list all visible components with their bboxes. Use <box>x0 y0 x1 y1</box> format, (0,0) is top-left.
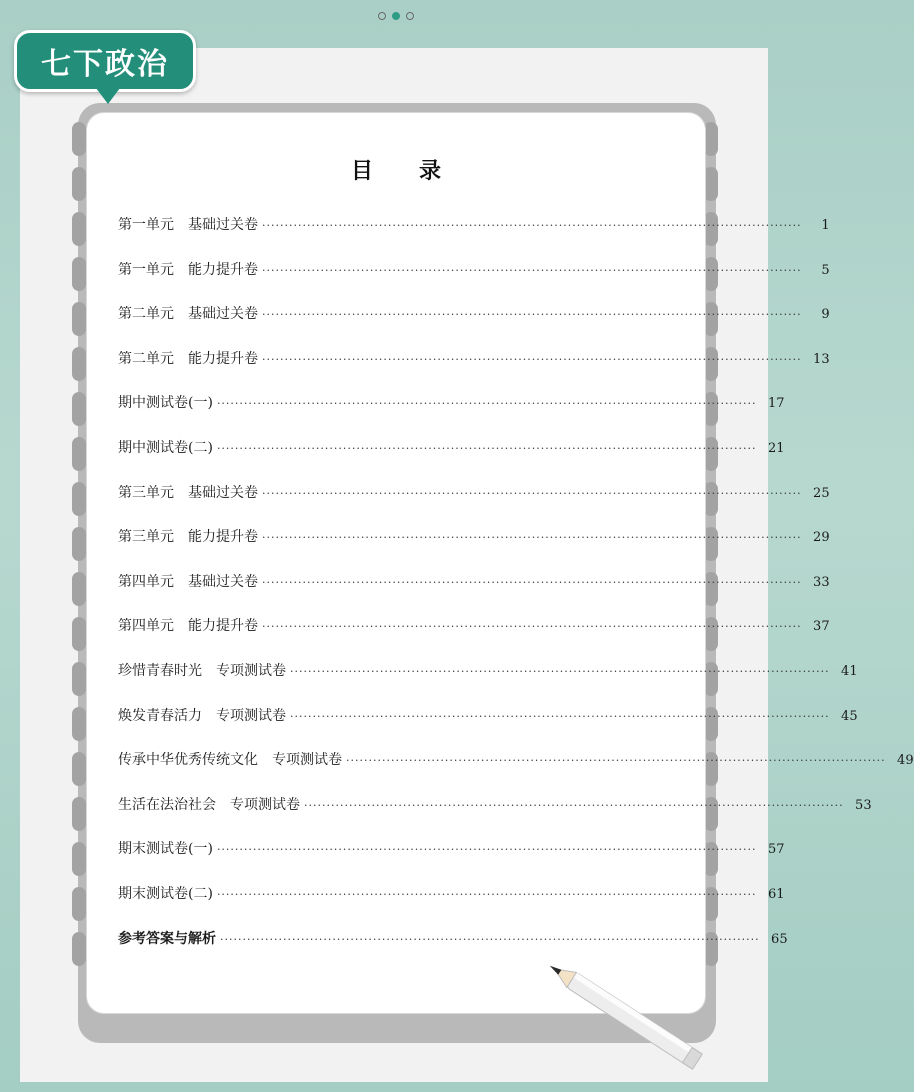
toc-leader-dots: ························································································································ <box>216 887 757 901</box>
binder-ring <box>72 707 86 741</box>
carousel-dot-1[interactable] <box>378 12 386 20</box>
toc-leader-dots: ························································································································ <box>304 798 844 812</box>
toc-entry[interactable] <box>118 526 830 571</box>
toc-entry-label: 期末测试卷(二) <box>118 885 213 902</box>
subject-tag: 七下政治 <box>14 30 196 92</box>
toc-entry[interactable] <box>118 392 785 437</box>
toc-entry-label: 期中测试卷(一) <box>118 395 213 412</box>
toc-entry[interactable] <box>118 303 830 348</box>
toc-leader-dots: ························································································································ <box>216 843 757 857</box>
toc-leader-dots: ························································································································ <box>262 531 802 545</box>
toc-entry-page: 53 <box>855 797 872 813</box>
toc-leader-dots: ························································································································ <box>262 620 802 634</box>
carousel-dot-3[interactable] <box>406 12 414 20</box>
binder-ring <box>72 527 86 561</box>
toc-entry-page: 37 <box>813 619 830 635</box>
toc-leader-dots: ························································································································ <box>262 486 802 500</box>
toc-entry-label: 第四单元 能力提升卷 <box>118 618 258 635</box>
toc-entry[interactable] <box>118 437 785 482</box>
binder-ring <box>72 482 86 516</box>
toc-entry-page: 5 <box>821 262 830 278</box>
toc-entry-page: 65 <box>771 931 788 947</box>
toc-entry-page: 45 <box>841 708 858 724</box>
toc-entry[interactable] <box>118 705 858 750</box>
binder-ring <box>72 437 86 471</box>
toc-entry-label: 第一单元 基础过关卷 <box>118 217 258 233</box>
binder-ring <box>72 932 86 966</box>
toc-leader-dots: ························································································································ <box>290 664 830 678</box>
binder-ring <box>72 797 86 831</box>
toc-entry[interactable] <box>118 348 830 393</box>
binder-ring <box>72 212 86 246</box>
carousel-dot-2-active[interactable] <box>392 12 400 20</box>
binder-ring <box>704 167 718 201</box>
toc-entry-label: 第二单元 能力提升卷 <box>118 350 258 367</box>
toc-entry-page: 61 <box>767 886 785 902</box>
toc-entry[interactable] <box>118 883 785 928</box>
toc-entry[interactable] <box>118 794 872 839</box>
toc-entry-label: 传承中华优秀传统文化 专项测试卷 <box>118 752 342 769</box>
binder-ring <box>704 122 718 156</box>
pencil-icon <box>530 962 720 1072</box>
binder-ring <box>72 122 86 156</box>
toc-entry-page: 25 <box>813 485 830 501</box>
toc-leader-dots: ························································································································ <box>216 441 757 455</box>
toc-entry[interactable] <box>118 571 830 616</box>
toc-entry[interactable] <box>118 838 785 883</box>
toc-leader-dots: ························································································································ <box>290 709 830 723</box>
toc-entry-page: 41 <box>841 663 858 679</box>
toc-leader-dots: ························································································································ <box>262 308 802 322</box>
toc-entry[interactable] <box>118 482 830 527</box>
toc-leader-dots: ························································································································ <box>262 575 802 589</box>
toc-entry-label: 第三单元 基础过关卷 <box>118 484 258 501</box>
binder-ring <box>72 752 86 786</box>
toc-entry-label: 焕发青春活力 专项测试卷 <box>118 707 286 724</box>
toc-entry[interactable] <box>118 214 830 259</box>
binder-ring <box>72 572 86 606</box>
toc-entry-label: 第一单元 能力提升卷 <box>118 261 258 278</box>
binder-ring <box>72 617 86 651</box>
binder-ring <box>72 347 86 381</box>
toc-entry-page: 57 <box>767 842 785 858</box>
toc-entry-page: 29 <box>813 530 830 546</box>
subject-tag-pointer <box>96 88 120 104</box>
toc-leader-dots: ························································································································ <box>262 352 802 366</box>
toc-entry-page: 9 <box>821 307 830 323</box>
toc-entry-page: 49 <box>897 753 914 769</box>
toc-leader-dots: ························································································································ <box>346 754 886 768</box>
toc-leader-dots: ························································································································ <box>216 397 757 411</box>
toc-entry-page: 17 <box>767 396 785 412</box>
toc-leader-dots: ························································································································ <box>220 932 760 946</box>
toc-entry[interactable] <box>118 259 830 304</box>
toc-entry[interactable] <box>118 749 914 794</box>
table-of-contents <box>118 214 914 972</box>
page-title: 目录 <box>350 159 487 184</box>
toc-entry-label: 第四单元 基础过关卷 <box>118 573 258 590</box>
toc-entry-label: 第三单元 能力提升卷 <box>118 529 258 546</box>
binder-ring <box>72 662 86 696</box>
toc-entry-label: 期末测试卷(一) <box>118 841 213 858</box>
toc-entry-label: 生活在法治社会 专项测试卷 <box>118 796 300 813</box>
toc-entry-label: 第二单元 基础过关卷 <box>118 306 258 323</box>
binder-ring <box>72 392 86 426</box>
binder-ring <box>72 887 86 921</box>
toc-entry-label: 参考答案与解析 <box>118 930 216 947</box>
toc-leader-dots: ························································································································ <box>262 219 802 232</box>
toc-leader-dots: ························································································································ <box>262 263 802 277</box>
carousel-indicator[interactable] <box>378 12 414 20</box>
toc-entry-page: 33 <box>813 574 830 590</box>
toc-entry-page: 1 <box>821 218 830 233</box>
binder-ring <box>72 257 86 291</box>
binder-ring <box>72 167 86 201</box>
toc-entry[interactable] <box>118 615 830 660</box>
binder-ring <box>72 842 86 876</box>
toc-entry-page: 13 <box>813 351 830 367</box>
toc-entry-label: 期中测试卷(二) <box>118 439 213 456</box>
toc-entry[interactable] <box>118 660 858 705</box>
binder-ring <box>72 302 86 336</box>
toc-entry-page: 21 <box>767 440 785 456</box>
toc-entry-label: 珍惜青春时光 专项测试卷 <box>118 662 286 679</box>
